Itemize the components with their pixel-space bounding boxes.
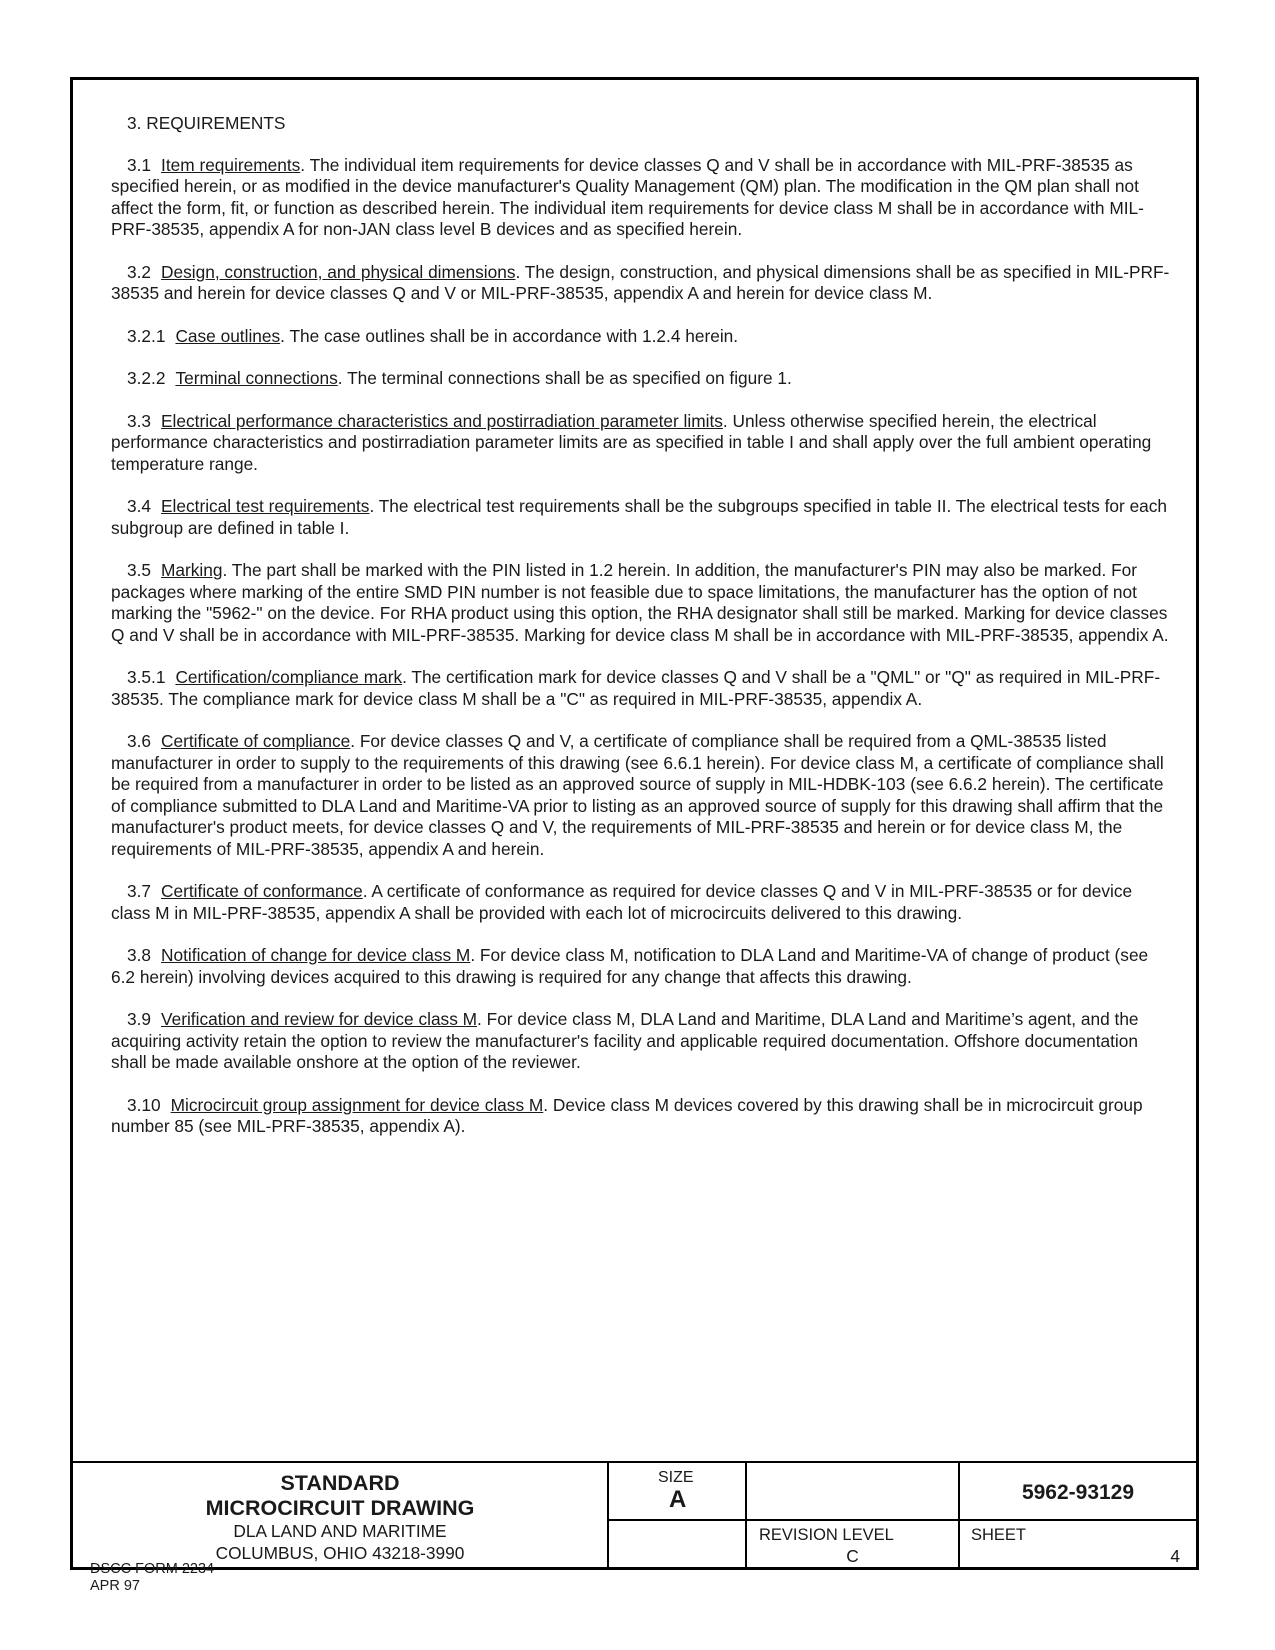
paragraph-3-4	[111, 496, 1171, 539]
paragraph-text: . The certification mark for device classes Q and V shall be a "QML" or "Q" as required in MIL-PRF-38535. The compliance mark for device class M shall be a "C" as required in MIL-PRF-38535, appendix A.	[111, 667, 1161, 709]
divider	[607, 1463, 609, 1569]
divider	[607, 1519, 1196, 1521]
paragraph-title: Electrical test requirements	[161, 496, 370, 516]
document-number: 5962-93129	[1021, 1481, 1135, 1504]
drawing-title-line1: STANDARD	[280, 1471, 400, 1495]
paragraph-text: . The design, construction, and physical dimensions shall be as specified in MIL-PRF-38535 and herein for device classes Q and V or MIL-PRF-38535, appendix A and herein for device class M.	[111, 261, 1170, 303]
form-number: DSCC FORM 2234	[90, 1561, 215, 1577]
paragraph-3-10	[111, 1095, 1171, 1138]
paragraph-3-5	[111, 560, 1171, 646]
size-label: SIZE	[658, 1469, 694, 1486]
paragraph-text: . The part shall be marked with the PIN listed in 1.2 herein. In addition, the manufacturer's PIN may also be marked. For packages where marking of the entire SMD PIN number is not feasible due to space limitations, the manufacturer has the option of not marking the "5962-" on the device. For RHA product using this option, the RHA designator shall still be marked. Marking for device classes Q and V shall be in accordance with MIL-PRF-38535. Marking for device class M shall be in accordance with MIL-PRF-38535, appendix A.	[111, 560, 1169, 645]
paragraph-title: Terminal connections	[175, 368, 338, 388]
sheet-label: SHEET	[971, 1526, 1027, 1544]
organization-address: COLUMBUS, OHIO 43218-3990	[215, 1542, 465, 1563]
paragraph-3-7	[111, 881, 1171, 924]
paragraph-title: Certification/compliance mark	[175, 667, 403, 687]
paragraph-title: Item requirements	[161, 154, 301, 175]
paragraph-title: Certificate of compliance	[161, 731, 351, 751]
paragraph-3-2	[111, 262, 1171, 305]
paragraph-text: . Unless otherwise specified herein, the electrical performance characteristics and postirradiation parameter limits are as specified in table I and shall apply over the full ambient operating temperature range.	[111, 410, 1152, 474]
organization-name: DLA LAND AND MARITIME	[233, 1521, 447, 1541]
paragraph-title: Certificate of conformance	[161, 881, 363, 901]
paragraph-number: 3.2.1	[127, 325, 166, 346]
paragraph-text: . The terminal connections shall be as specified on figure 1.	[337, 368, 792, 388]
size-value: A	[669, 1486, 687, 1513]
paragraph-title: Microcircuit group assignment for device class M	[170, 1094, 544, 1115]
paragraph-text: . For device classes Q and V, a certificate of compliance shall be required from a QML-38535 listed manufacturer in order to supply to the requirements of this drawing (see 6.6.1 herein). For device class M, a certificate of compliance shall be required from a manufacturer in order to be listed as an approved source of supply in MIL-HDBK-103 (see 6.6.2 herein). The certificate of compliance submitted to DLA Land and Maritime-VA prior to listing as an approved source of supply for this drawing shall affirm that the manufacturer's product meets, for device classes Q and V, the requirements of MIL-PRF-38535 and herein or for device class M, the requirements of MIL-PRF-38535, appendix A and herein.	[111, 731, 1164, 859]
paragraph-number: 3.5.1	[127, 667, 166, 687]
section-heading: 3. REQUIREMENTS	[127, 113, 286, 133]
paragraph-text: . The individual item requirements for device classes Q and V shall be in accordance with MIL-PRF-38535 as specified herein, or as modified in the device manufacturer's Quality Management (QM) plan. The modification in the QM plan shall not affect the form, fit, or function as described herein. The individual item requirements for device class M shall be in accordance with MIL-PRF-38535, appendix A for non-JAN class level B devices and as specified herein.	[111, 154, 1144, 239]
paragraph-3-2-1	[111, 326, 1171, 348]
paragraph-number: 3.2	[127, 261, 152, 282]
paragraph-text: . The case outlines shall be in accordance with 1.2.4 herein.	[280, 325, 739, 346]
paragraph-text: . A certificate of conformance as required for device classes Q and V in MIL-PRF-38535 or for device class M in MIL-PRF-38535, appendix A shall be provided with each lot of microcircuits delivered to this drawing.	[111, 881, 1133, 923]
paragraph-text: . For device class M, notification to DLA Land and Maritime-VA of change of product (see 6.2 herein) involving devices acquired to this drawing is required for any change that affects this drawing.	[111, 945, 1149, 987]
paragraph-3-6	[111, 731, 1171, 860]
paragraph-3-3	[111, 411, 1171, 476]
paragraph-number: 3.7	[127, 881, 152, 901]
paragraph-number: 3.9	[127, 1009, 152, 1029]
paragraph-3-9	[111, 1009, 1171, 1074]
title-block	[73, 1461, 1196, 1569]
form-footer	[90, 1561, 214, 1595]
paragraph-3-5-1	[111, 667, 1171, 710]
paragraph-number: 3.1	[127, 154, 152, 175]
paragraph-number: 3.2.2	[127, 368, 166, 388]
paragraph-3-8	[111, 945, 1171, 988]
revision-level-value: C	[846, 1546, 859, 1566]
paragraph-title: Electrical performance characteristics and postirradiation parameter limits	[161, 410, 723, 431]
paragraph-text: . The electrical test requirements shall be the subgroups specified in table II. The electrical tests for each subgroup are defined in table I.	[111, 496, 1168, 538]
paragraph-number: 3.8	[127, 945, 152, 965]
form-date: APR 97	[90, 1578, 140, 1594]
paragraph-3-2-2	[111, 368, 1171, 390]
sheet-number: 4	[1170, 1546, 1180, 1566]
paragraph-3-1	[111, 155, 1171, 241]
paragraph-title: Verification and review for device class M	[161, 1009, 478, 1029]
requirements-section	[111, 113, 1171, 1159]
paragraph-title: Design, construction, and physical dimensions	[161, 261, 516, 282]
paragraph-number: 3.10	[127, 1094, 161, 1115]
paragraph-text: . Device class M devices covered by this drawing shall be in microcircuit group number 85 (see MIL-PRF-38535, appendix A).	[111, 1094, 1143, 1136]
paragraph-title: Notification of change for device class M	[161, 945, 471, 965]
drawing-title-cell	[73, 1463, 607, 1569]
revision-level-label: REVISION LEVEL	[759, 1526, 894, 1544]
paragraph-number: 3.3	[127, 410, 152, 431]
paragraph-title: Case outlines	[175, 325, 281, 346]
paragraph-title: Marking	[161, 560, 223, 580]
paragraph-text: . For device class M, DLA Land and Maritime, DLA Land and Maritime’s agent, and the acquiring activity retain the option to review the manufacturer's facility and applicable required documentation. Offshore documentation shall be made available onshore at the option of the reviewer.	[111, 1009, 1139, 1072]
paragraph-number: 3.5	[127, 560, 152, 580]
page-frame	[70, 77, 1199, 1570]
drawing-title-line2: MICROCIRCUIT DRAWING	[205, 1496, 475, 1520]
paragraph-number: 3.6	[127, 731, 152, 751]
paragraph-number: 3.4	[127, 496, 152, 516]
